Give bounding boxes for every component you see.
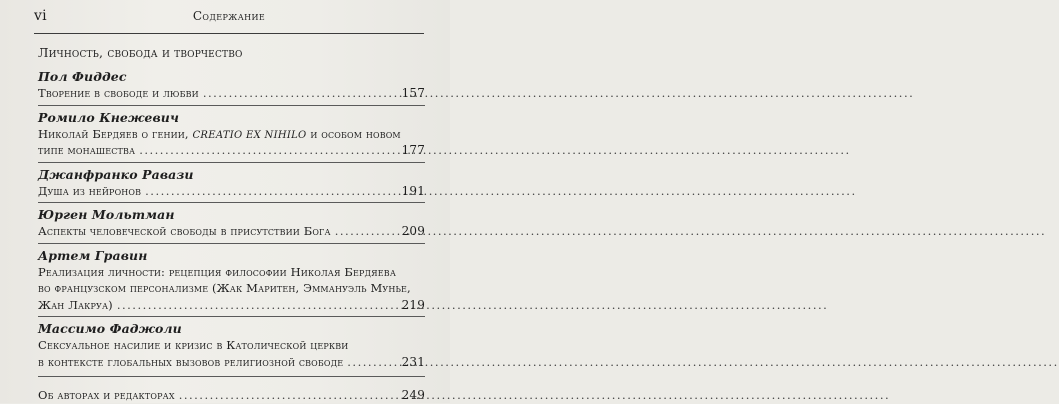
entry-page-number: 157 [401,86,425,100]
entry-separator [38,376,425,377]
entry-title-line: Реализация личности: рецепция философии Николая Бердяева [38,264,397,279]
toc-line-with-page[interactable] [38,85,425,102]
header-rule [34,33,424,34]
entry-page-number: 177 [401,143,425,157]
dot-leader [145,183,398,200]
entry-separator [38,316,425,317]
entry-title-latin: CREATIO EX NIHILO [192,129,307,141]
entry-author: Джанфранко Равази [38,166,194,182]
entry-title-line [38,126,425,143]
entry-author: Массимо Фаджоли [38,321,182,336]
table-of-contents [38,68,425,404]
section-title: Личность, свобода и творчество [38,45,243,60]
toc-entry [38,247,425,314]
entry-title: Жан Лакруа) [38,297,113,312]
entry-title: в контексте глобальных вызовов религиозной свободе [38,354,344,369]
page-header [34,8,424,30]
entry-author: Пол Фиддес [38,69,127,84]
entry-title-line: во французском персонализме (Жак Маритен, Эммануэль Мунье, [38,281,411,295]
running-title: Содержание [192,9,266,23]
toc-line-with-page[interactable] [38,354,425,371]
toc-line-with-page[interactable] [38,387,425,404]
entry-title-part: и особом новом [306,126,401,141]
book-page [0,0,450,403]
entry-author: Артем Гравин [38,247,148,263]
toc-line-with-page[interactable] [38,142,425,159]
entry-separator [38,243,425,244]
toc-entry [38,320,425,370]
entry-title-line: Сексуальное насилие и кризис в Католической церкви [38,338,349,352]
dot-leader [139,142,397,159]
dot-leader [117,297,398,314]
entry-page-number: 191 [401,183,425,198]
toc-line-with-page[interactable] [38,297,425,314]
entry-separator [38,202,425,203]
entry-author: Юрген Мольтман [38,207,175,222]
entry-title: Аспекты человеческой свободы в присутствии Бога [38,224,331,238]
entry-separator [38,105,425,106]
entry-title: Творение в свободе и любви [38,86,199,100]
toc-line-with-page[interactable] [38,223,425,240]
entry-page-number: 219 [401,297,425,312]
toc-entry [38,68,425,102]
toc-line-with-page[interactable] [38,183,425,200]
entry-separator [38,162,425,163]
entry-title: Об авторах и редакторах [38,388,175,402]
dot-leader [347,354,397,371]
entry-title: типе монашества [38,143,136,157]
entry-title-part: Николай Бердяев о гении, [38,126,193,141]
toc-entry [38,109,425,159]
entry-title: Душа из нейронов [38,183,142,198]
entry-page-number: 231 [401,354,425,369]
toc-entry [38,166,425,200]
dot-leader [335,223,398,240]
page-number: vi [34,8,47,24]
dot-leader [179,387,398,404]
entry-author: Ромило Кнежевич [38,109,179,125]
entry-page-number: 209 [401,224,425,238]
toc-entry [38,206,425,240]
dot-leader [203,85,398,102]
entry-page-number: 249 [401,388,425,402]
